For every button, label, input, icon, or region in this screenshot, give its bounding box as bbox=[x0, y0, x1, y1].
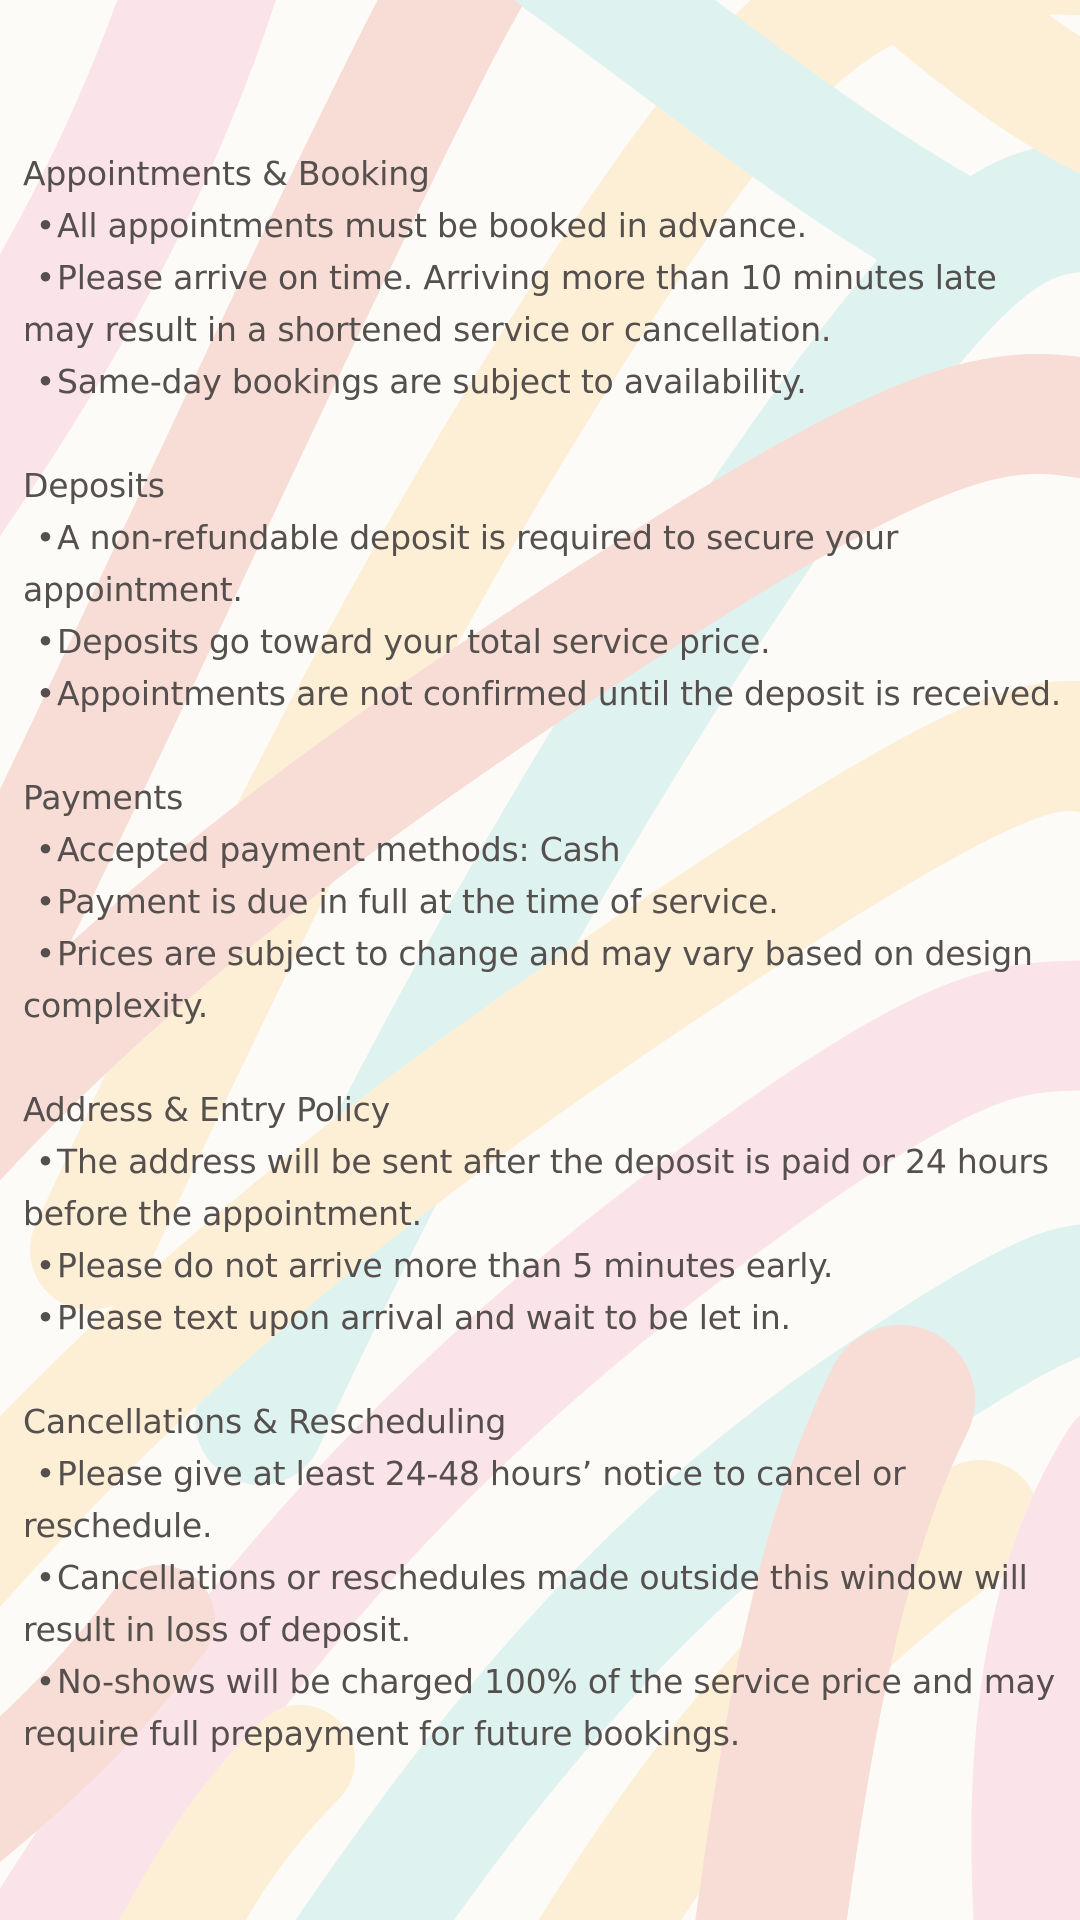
bullet-icon: • bbox=[35, 362, 55, 401]
policy-item-text: Please give at least 24-48 hours’ notice to cancel or reschedule. bbox=[23, 1454, 906, 1545]
policy-item-text: Cancellations or reschedules made outside this window will result in loss of deposit. bbox=[23, 1558, 1028, 1649]
policy-item-text: Same-day bookings are subject to availability. bbox=[57, 362, 807, 401]
section-cancellations-rescheduling bbox=[23, 1396, 1063, 1760]
section-title: Payments bbox=[23, 778, 184, 817]
policy-item-text: Please do not arrive more than 5 minutes early. bbox=[57, 1246, 834, 1285]
policy-list bbox=[23, 1448, 1063, 1760]
section-payments bbox=[23, 772, 1063, 1032]
policy-item bbox=[23, 1448, 1063, 1552]
bullet-icon: • bbox=[35, 206, 55, 245]
section-title: Appointments & Booking bbox=[23, 154, 430, 193]
policy-item-text: Payment is due in full at the time of service. bbox=[57, 882, 779, 921]
policy-item-text: All appointments must be booked in advance. bbox=[57, 206, 807, 245]
bullet-icon: • bbox=[35, 518, 55, 557]
bullet-icon: • bbox=[35, 1142, 55, 1181]
policy-item bbox=[23, 1292, 1063, 1344]
bullet-icon: • bbox=[35, 934, 55, 973]
policy-item-text: A non-refundable deposit is required to secure your appointment. bbox=[23, 518, 899, 609]
policy-item bbox=[23, 668, 1063, 720]
bullet-icon: • bbox=[35, 1298, 55, 1337]
policy-list bbox=[23, 824, 1063, 1032]
policy-item bbox=[23, 1552, 1063, 1656]
section-title: Cancellations & Rescheduling bbox=[23, 1402, 507, 1441]
policy-item-text: Accepted payment methods: Cash bbox=[57, 830, 621, 869]
policy-item bbox=[23, 876, 1063, 928]
policy-item bbox=[23, 616, 1063, 668]
policy-item-text: Please text upon arrival and wait to be let in. bbox=[57, 1298, 791, 1337]
policy-item-text: Prices are subject to change and may vary based on design complexity. bbox=[23, 934, 1033, 1025]
section-title: Address & Entry Policy bbox=[23, 1090, 390, 1129]
policy-item bbox=[23, 1656, 1063, 1760]
policy-item bbox=[23, 824, 1063, 876]
bullet-icon: • bbox=[35, 882, 55, 921]
policy-item-text: No-shows will be charged 100% of the service price and may require full prepayment for future bookings. bbox=[23, 1662, 1056, 1753]
section-deposits bbox=[23, 460, 1063, 720]
section-appointments-booking bbox=[23, 148, 1063, 408]
bullet-icon: • bbox=[35, 1662, 55, 1701]
policy-item bbox=[23, 1240, 1063, 1292]
policy-item bbox=[23, 200, 1063, 252]
section-address-entry-policy bbox=[23, 1084, 1063, 1344]
policy-list bbox=[23, 512, 1063, 720]
section-title: Deposits bbox=[23, 466, 165, 505]
bullet-icon: • bbox=[35, 622, 55, 661]
bullet-icon: • bbox=[35, 830, 55, 869]
policy-item-text: Deposits go toward your total service price. bbox=[57, 622, 771, 661]
policy-item bbox=[23, 1136, 1063, 1240]
bullet-icon: • bbox=[35, 1246, 55, 1285]
bullet-icon: • bbox=[35, 674, 55, 713]
policy-list bbox=[23, 1136, 1063, 1344]
policy-item-text: The address will be sent after the deposit is paid or 24 hours before the appointment. bbox=[23, 1142, 1049, 1233]
bullet-icon: • bbox=[35, 258, 55, 297]
bullet-icon: • bbox=[35, 1454, 55, 1493]
policy-item-text: Appointments are not confirmed until the deposit is received. bbox=[57, 674, 1062, 713]
bullet-icon: • bbox=[35, 1558, 55, 1597]
policy-item bbox=[23, 512, 1063, 616]
policy-item bbox=[23, 356, 1063, 408]
policy-item bbox=[23, 928, 1063, 1032]
policy-list bbox=[23, 200, 1063, 408]
policy-document bbox=[23, 148, 1063, 1812]
policy-item-text: Please arrive on time. Arriving more than 10 minutes late may result in a shortened service or cancellation. bbox=[23, 258, 997, 349]
policy-item bbox=[23, 252, 1063, 356]
